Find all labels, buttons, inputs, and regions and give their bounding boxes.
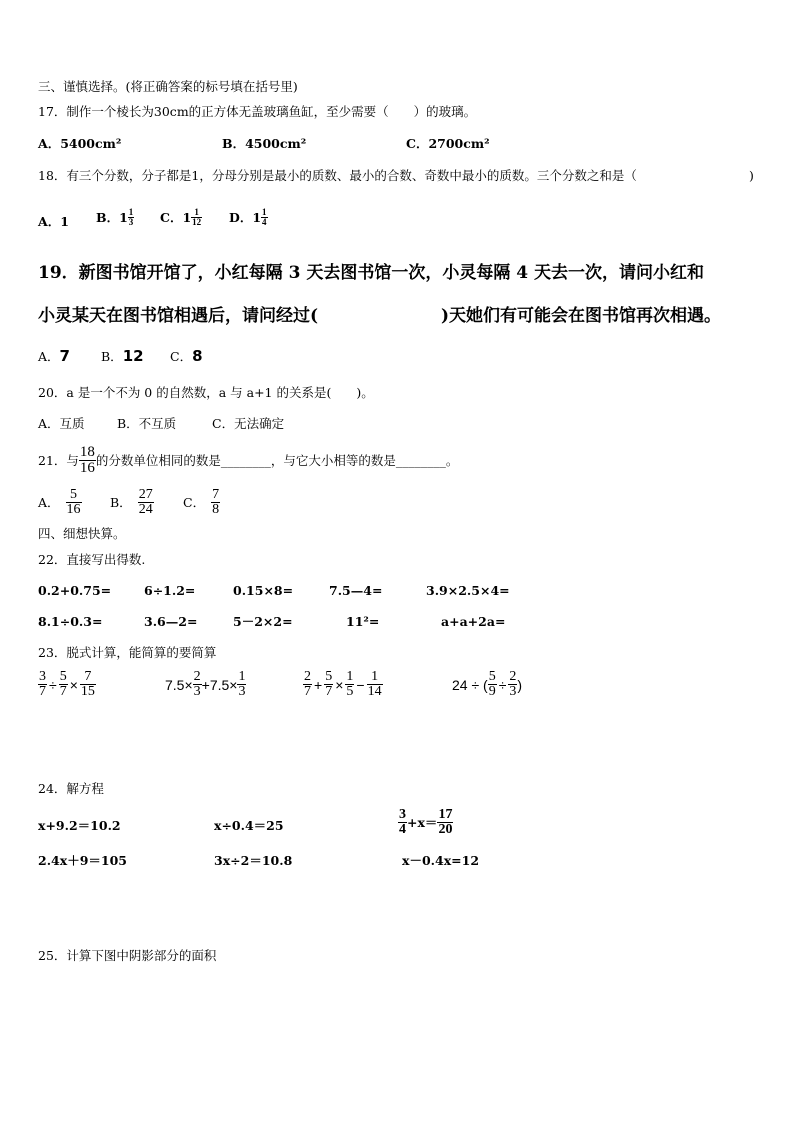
numerator: 27 xyxy=(138,487,153,502)
expression-part: 24 ÷ ( xyxy=(452,676,488,693)
denominator: 20 xyxy=(438,822,453,837)
q23-expression-1 xyxy=(38,670,96,699)
q19-option-a xyxy=(38,348,70,365)
numerator: 7 xyxy=(84,669,92,684)
q24-equation-6: x－0.4x=12 xyxy=(402,853,480,868)
fraction xyxy=(303,670,312,699)
numerator: 5 xyxy=(70,487,78,502)
q18-option-d-fraction xyxy=(261,208,268,227)
fraction xyxy=(437,808,453,837)
q24-title: 24．解方程 xyxy=(38,781,104,796)
q21-mid: 的分数单位相同的数是________，与它大小相等的数是________。 xyxy=(95,452,459,468)
fraction xyxy=(237,670,246,699)
denominator: 3 xyxy=(238,684,246,699)
expression-part: ) xyxy=(517,676,523,693)
numerator: 2 xyxy=(509,669,517,684)
denominator: 14 xyxy=(367,684,382,699)
q24-equation-3 xyxy=(398,808,453,837)
expression-part: 7.5× xyxy=(165,676,193,693)
q23-expression-4 xyxy=(452,670,522,699)
fraction xyxy=(193,670,202,699)
q25-title: 25．计算下图中阴影部分的面积 xyxy=(38,948,217,963)
q22-title: 22．直接写出得数. xyxy=(38,552,146,567)
denominator: 7 xyxy=(325,684,333,699)
q20-option-c: C．无法确定 xyxy=(212,416,285,431)
denominator: 3 xyxy=(128,217,134,227)
fraction xyxy=(398,808,407,837)
q22-row2-item1: 8.1÷0.3= xyxy=(38,614,103,629)
operator: ÷ xyxy=(498,676,507,693)
denominator: 16 xyxy=(79,460,95,476)
q19-line2b: )天她们有可能会在图书馆再次相遇。 xyxy=(441,306,722,326)
denominator: 15 xyxy=(80,684,95,699)
q19-option-c-value: 8 xyxy=(192,347,203,365)
operator: × xyxy=(69,676,78,693)
denominator: 12 xyxy=(192,217,202,227)
q17-option-c: C．2700cm² xyxy=(406,136,490,151)
q21-option-c-fraction xyxy=(211,488,220,517)
q18-option-b-fraction xyxy=(128,208,135,227)
fraction xyxy=(367,670,383,699)
equation-part: +x＝ xyxy=(407,814,438,830)
q22-row2-item5: a+a+2a= xyxy=(441,614,506,629)
q18-option-c xyxy=(160,208,202,227)
q23-expression-2 xyxy=(165,670,246,699)
numerator: 2 xyxy=(193,669,201,684)
fraction xyxy=(488,670,497,699)
numerator: 1 xyxy=(128,207,134,217)
fraction xyxy=(508,670,517,699)
q19-option-b-label: B． xyxy=(101,349,123,364)
denominator: 3 xyxy=(509,684,517,699)
q24-equation-1: x+9.2＝10.2 xyxy=(38,818,121,833)
fraction xyxy=(59,670,68,699)
q18-text: 18．有三个分数，分子都是1，分母分别是最小的质数、最小的合数、奇数中最小的质数。三个分数之和是（ xyxy=(38,168,637,183)
section4-title: 四、细想快算。 xyxy=(38,526,126,541)
q21-pre: 21．与 xyxy=(38,452,79,468)
q21-option-b-fraction xyxy=(138,488,154,517)
q20-option-b: B．不互质 xyxy=(117,416,177,431)
operator: − xyxy=(356,676,365,693)
numerator: 18 xyxy=(79,444,95,460)
q22-row1-item2: 6÷1.2= xyxy=(144,583,196,598)
numerator: 5 xyxy=(59,669,67,684)
expression-part: +7.5× xyxy=(201,676,238,693)
q21-option-b-label: B． xyxy=(110,494,132,510)
q19-option-b-value: 12 xyxy=(122,347,144,365)
numerator: 1 xyxy=(238,669,246,684)
numerator: 5 xyxy=(325,669,333,684)
q19-line1: 19．新图书馆开馆了，小红每隔 3 天去图书馆一次，小灵每隔 4 天去一次，请问小红和 xyxy=(38,263,704,283)
fraction xyxy=(80,670,96,699)
q20-option-a: A．互质 xyxy=(38,416,85,431)
q22-row1-item4: 7.5—4= xyxy=(329,583,383,598)
q21-text xyxy=(38,445,458,476)
operator: × xyxy=(335,676,344,693)
denominator: 7 xyxy=(304,684,311,699)
numerator: 1 xyxy=(346,669,354,684)
q23-title: 23．脱式计算，能简算的要简算 xyxy=(38,645,217,660)
numerator: 2 xyxy=(304,669,311,684)
numerator: 1 xyxy=(371,669,379,684)
q19-line2a: 小灵某天在图书馆相遇后，请问经过( xyxy=(38,306,319,326)
q17-option-b: B．4500cm² xyxy=(222,136,307,151)
denominator: 9 xyxy=(488,684,496,699)
operator: + xyxy=(314,676,323,693)
q24-equation-4: 2.4x＋9＝105 xyxy=(38,853,127,868)
q18-option-d-whole: D．1 xyxy=(229,209,262,225)
q19-option-c xyxy=(170,348,203,365)
q24-equation-5: 3x÷2＝10.8 xyxy=(214,853,293,868)
fraction xyxy=(324,670,333,699)
denominator: 16 xyxy=(66,502,81,517)
q17-text: 17．制作一个棱长为30cm的正方体无盖玻璃鱼缸，至少需要（ ）的玻璃。 xyxy=(38,104,477,119)
q24-equation-2: x÷0.4＝25 xyxy=(214,818,284,833)
q19-option-c-label: C． xyxy=(170,349,193,364)
q18-option-b xyxy=(96,208,134,227)
denominator: 4 xyxy=(399,822,406,837)
denominator: 8 xyxy=(212,502,220,517)
q21-option-a-label: A． xyxy=(38,494,60,510)
q21-option-a xyxy=(38,488,82,517)
numerator: 7 xyxy=(212,487,220,502)
denominator: 7 xyxy=(39,684,46,699)
denominator: 24 xyxy=(138,502,153,517)
q21-option-a-fraction xyxy=(66,488,82,517)
denominator: 5 xyxy=(346,684,354,699)
q21-option-c-label: C． xyxy=(183,494,206,510)
numerator: 3 xyxy=(39,669,46,684)
q22-row2-item4: 11²= xyxy=(346,614,380,629)
q18-option-d xyxy=(229,208,268,227)
q18-close-paren: ) xyxy=(749,168,754,183)
section3-title: 三、谨慎选择。(将正确答案的标号填在括号里) xyxy=(38,79,298,94)
numerator: 5 xyxy=(488,669,496,684)
numerator: 17 xyxy=(438,807,453,822)
denominator: 7 xyxy=(59,684,67,699)
q19-option-a-value: 7 xyxy=(59,347,70,365)
numerator: 3 xyxy=(399,807,406,822)
q21-option-c xyxy=(183,488,220,517)
q18-option-a: A．1 xyxy=(38,214,69,229)
fraction xyxy=(345,670,354,699)
q21-fraction xyxy=(79,445,96,476)
q21-option-b xyxy=(110,488,154,517)
q22-row1-item3: 0.15×8= xyxy=(233,583,294,598)
q20-text: 20．a 是一个不为 0 的自然数，a 与 a+1 的关系是( )。 xyxy=(38,385,374,400)
q19-option-b xyxy=(101,348,144,365)
q18-option-c-fraction xyxy=(191,208,202,227)
q18-option-b-whole: B．1 xyxy=(96,209,128,225)
numerator: 1 xyxy=(262,207,267,217)
q22-row2-item3: 5－2×2= xyxy=(233,614,293,629)
denominator: 4 xyxy=(262,217,267,227)
q22-row1-item1: 0.2+0.75= xyxy=(38,583,112,598)
q22-row1-item5: 3.9×2.5×4= xyxy=(426,583,510,598)
q17-option-a: A．5400cm² xyxy=(38,136,122,151)
operator: ÷ xyxy=(49,676,57,693)
q23-expression-3 xyxy=(303,670,383,699)
numerator: 1 xyxy=(194,207,199,217)
fraction xyxy=(38,670,47,699)
denominator: 3 xyxy=(193,684,201,699)
q22-row2-item2: 3.6—2= xyxy=(144,614,198,629)
q19-option-a-label: A． xyxy=(38,349,60,364)
q18-option-c-whole: C．1 xyxy=(160,209,192,225)
